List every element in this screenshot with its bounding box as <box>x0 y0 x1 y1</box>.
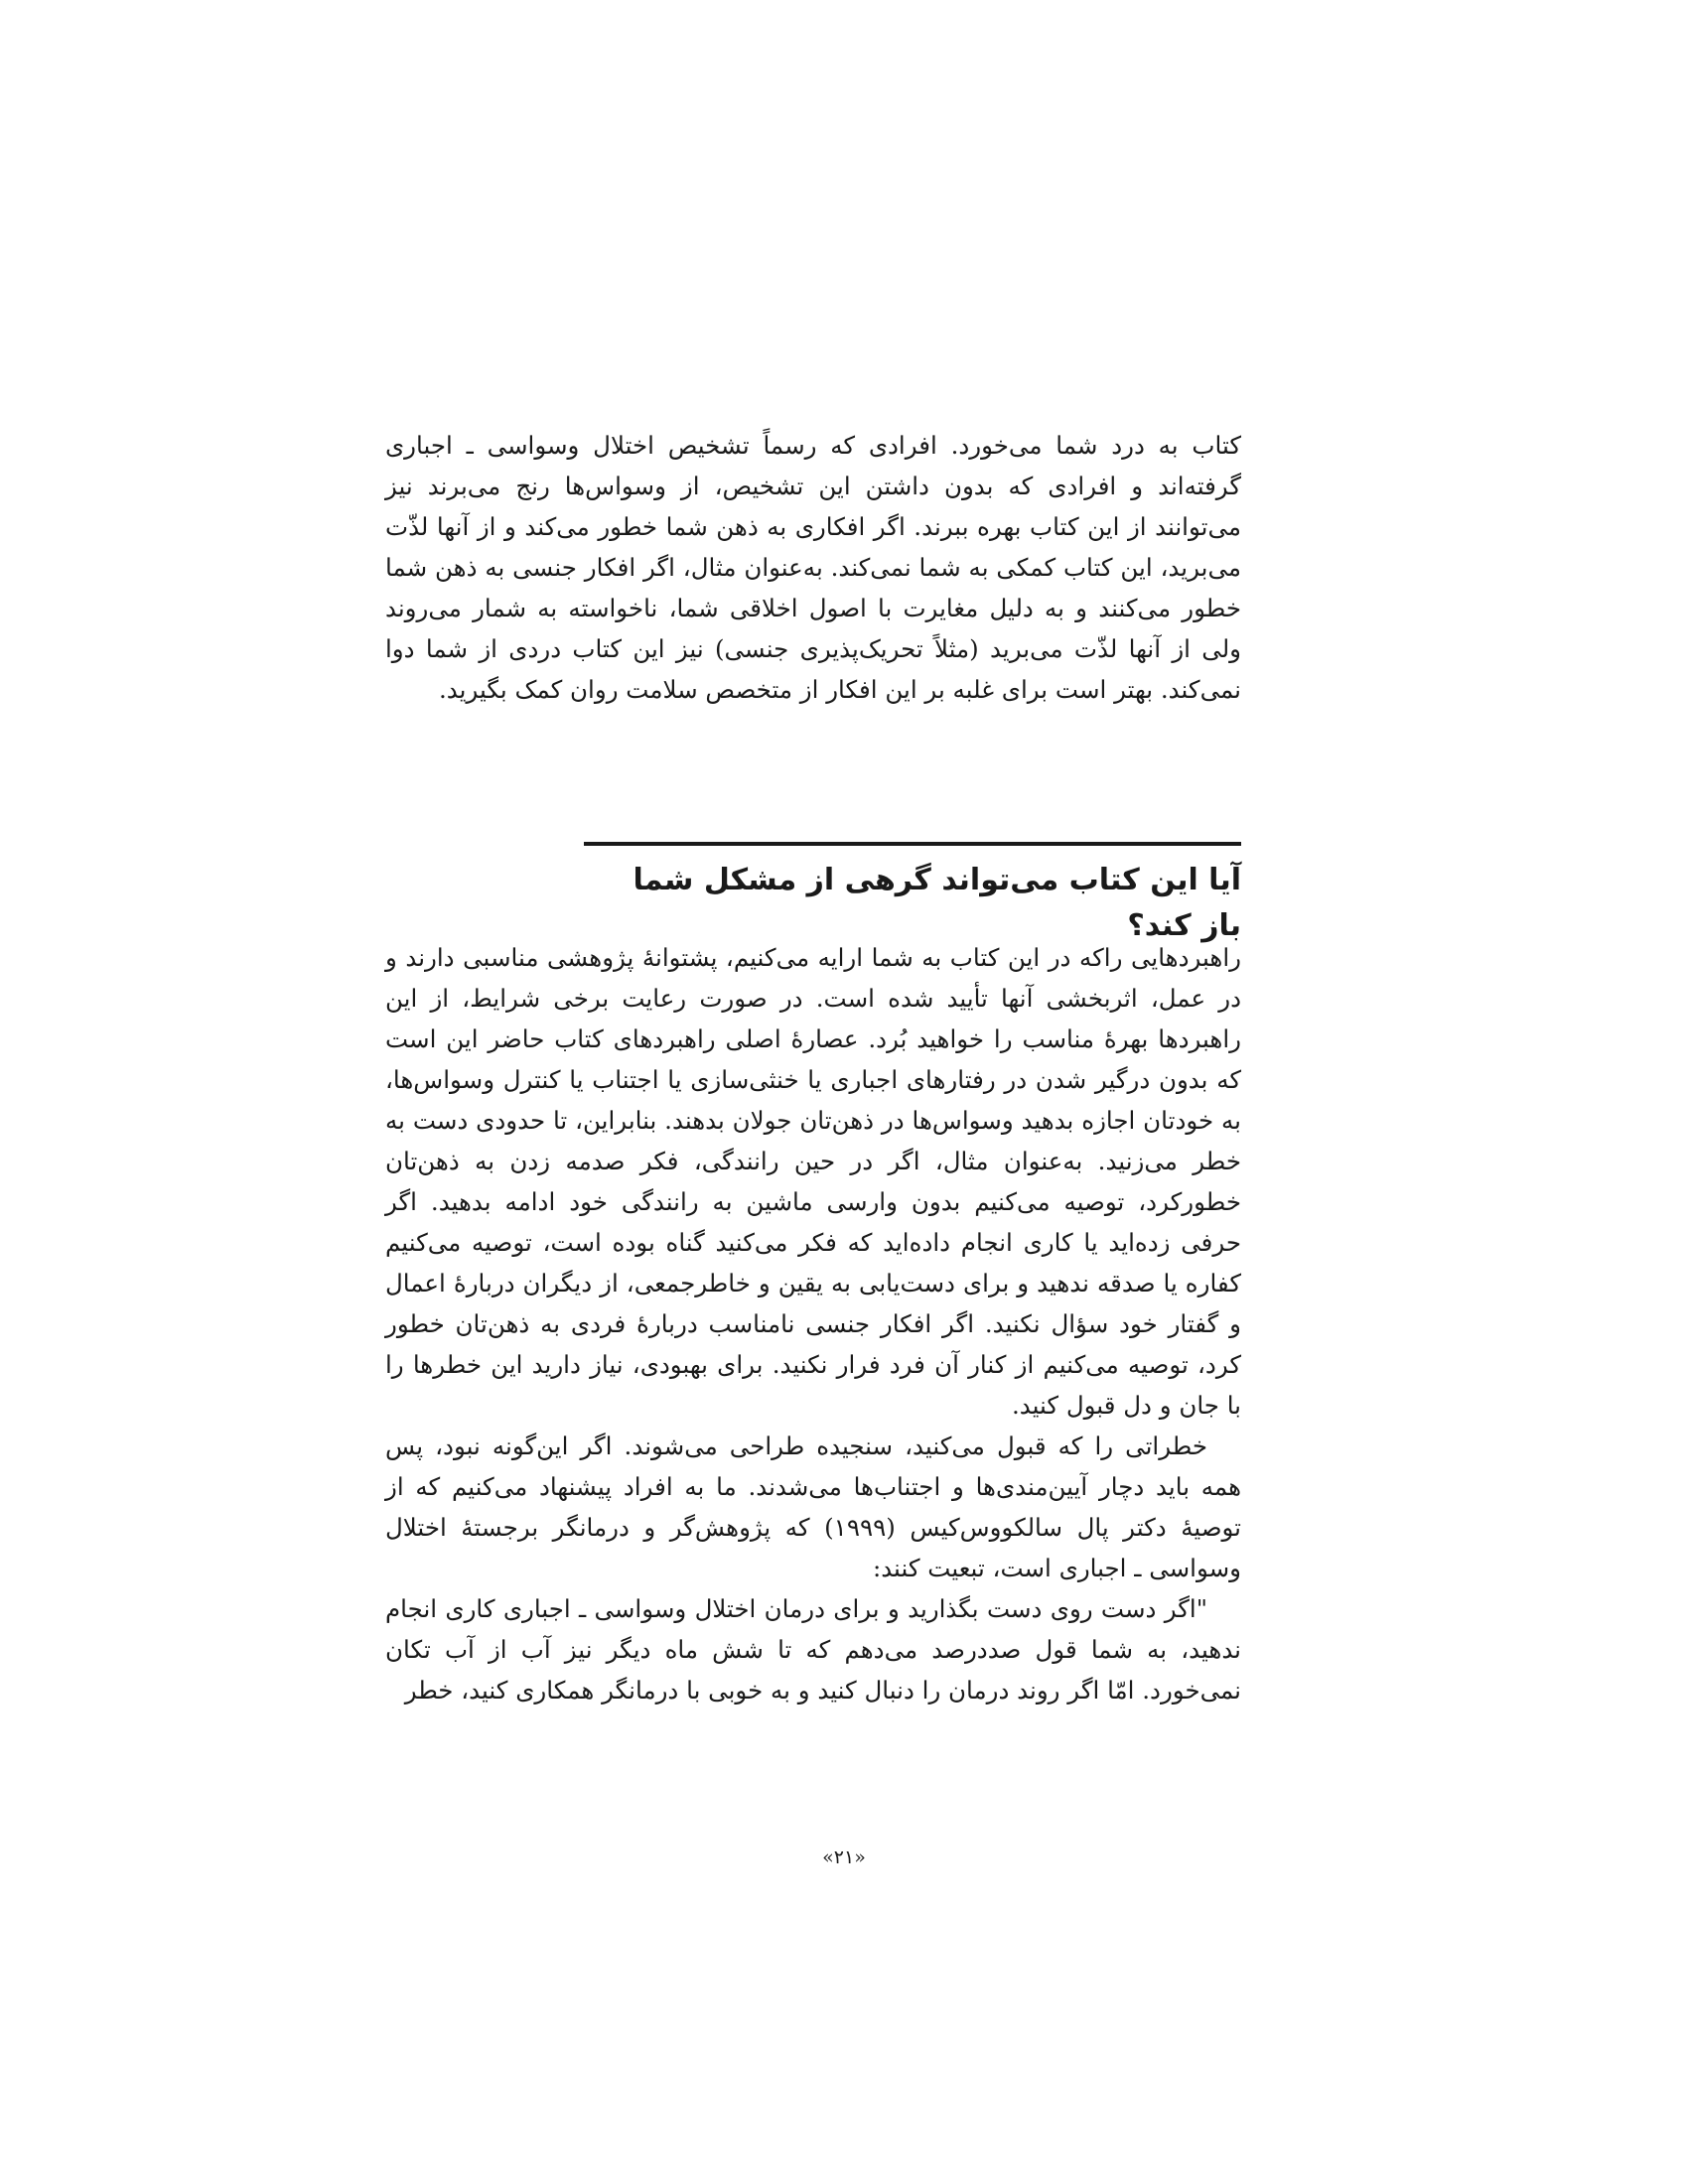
section-heading: آیا این کتاب می‌تواند گرهی از مشکل شما باز کند؟ <box>633 863 1241 943</box>
body-paragraph-1: راهبردهایی راکه در این کتاب به شما ارایه می‌کنیم، پشتوانهٔ پژوهشی مناسبی دارند و در عمل، اثربخشی آنها تأیید شده است. در صورت رعایت برخی شرایط، از این راهبردها بهرهٔ مناسب را خواهید بُرد. عصارهٔ اصلی راهبردهای کتاب حاضر این است که بدون درگیر شدن در رفتارهای اجباری یا خنثی‌سازی یا اجتناب یا کنترل وسواس‌ها، به خودتان اجازه بدهید وسواس‌ها در ذهن‌تان جولان بدهند. بنابراین، تا حدودی دست به خطر می‌زنید. به‌عنوان مثال، اگر در حین رانندگی، فکر صدمه زدن به ذهن‌تان خطورکرد، توصیه می‌کنیم بدون وارسی ماشین به رانندگی خود ادامه بدهید. اگر حرفی زده‌اید یا کاری انجام داده‌اید که فکر می‌کنید گناه بوده است، توصیه می‌کنیم کفاره یا صدقه ندهید و برای دست‌یابی به یقین و خاطرجمعی، از دیگران دربارهٔ اعمال و گفتار خود سؤال نکنید. اگر افکار جنسی نامناسب دربارهٔ فردی به ذهن‌تان خطور کرد، توصیه می‌کنیم از کنار آن فرد فرار نکنید. برای بهبودی، نیاز دارید این خطرها را با جان و دل قبول کنید. <box>385 943 1241 1420</box>
body-paragraph-2: خطراتی را که قبول می‌کنید، سنجیده طراحی می‌شوند. اگر این‌گونه نبود، پس همه باید دچار آیین‌مندی‌ها و اجتناب‌ها می‌شدند. ما به افراد پیشنهاد می‌کنیم که از توصیهٔ دکتر پال سالکووس‌کیس (۱۹۹۹) که پژوهش‌گر و درمانگر برجستهٔ اختلال وسواسی ـ اجباری است، تبعیت کنند: <box>385 1432 1241 1582</box>
heading-rule-divider <box>584 842 1241 846</box>
quote-paragraph: "اگر دست روی دست بگذارید و برای درمان اختلال وسواسی ـ اجباری کاری انجام ندهید، به شما قول صددرصد می‌دهم که تا شش ماه دیگر نیز آب از آب تکان نمی‌خورد. امّا اگر روند درمان را دنبال کنید و به خوبی با درمانگر همکاری کنید، خطر <box>385 1594 1241 1705</box>
intro-paragraph: کتاب به درد شما می‌خورد. افرادی که رسماً تشخیص اختلال وسواسی ـ اجباری گرفته‌اند و افرادی که بدون داشتن این تشخیص، از وسواس‌ها رنج می‌برند نیز می‌توانند از این کتاب بهره ببرند. اگر افکاری به ذهن شما خطور می‌کند و از آنها لذّت می‌برید، این کتاب کمکی به شما نمی‌کند. به‌عنوان مثال، اگر افکار جنسی به ذهن شما خطور می‌کنند و به دلیل مغایرت با اصول اخلاقی شما، ناخواسته به شمار می‌روند ولی از آنها لذّت می‌برید (مثلاً تحریک‌پذیری جنسی) نیز این کتاب دردی از شما دوا نمی‌کند. بهتر است برای غلبه بر این افکار از متخصص سلامت روان کمک بگیرید. <box>385 431 1241 704</box>
page-number: «۲۱» <box>822 1846 866 1868</box>
intro-section <box>385 425 1241 710</box>
main-section <box>385 937 1241 1710</box>
section-heading-block <box>584 842 1241 949</box>
